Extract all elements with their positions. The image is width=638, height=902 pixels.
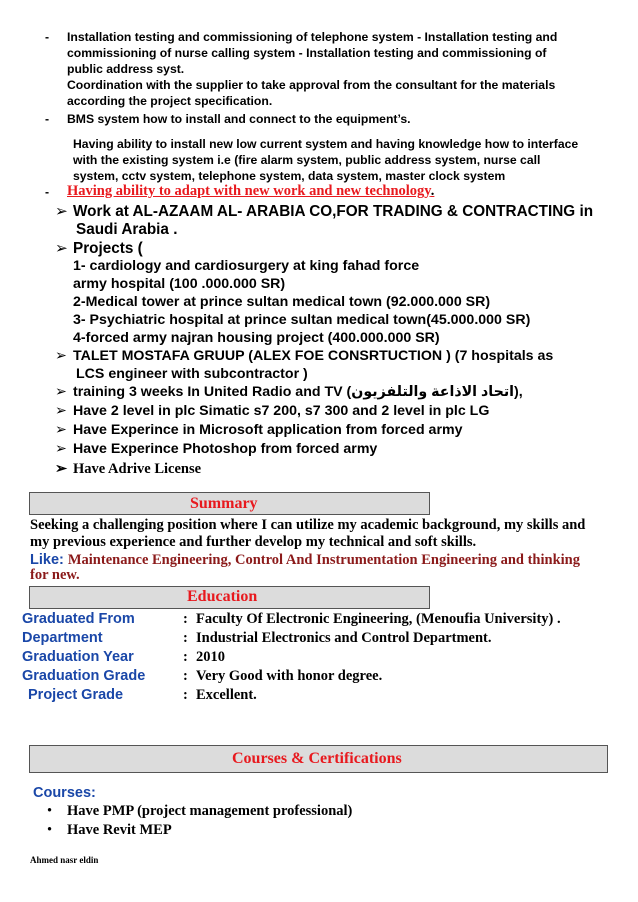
- bullet-plc: ➢ Have 2 level in plc Simatic s7 200, s7 300 and 2 level in plc LG: [55, 403, 490, 419]
- bullet-microsoft: ➢ Have Experince in Microsoft application from forced army: [55, 422, 463, 438]
- education-label: Graduated From: [22, 611, 135, 627]
- bullet-license: ➢ Have Adrive License: [55, 461, 202, 477]
- education-label: Graduation Year: [22, 649, 134, 665]
- bullet-training: ➢ training 3 weeks In United Radio and TV (اتحاد الاذاعة والتلفزيون),: [55, 384, 523, 400]
- summary-heading: Summary: [190, 495, 258, 512]
- like-label: Like:: [30, 552, 64, 568]
- footer-author: Ahmed nasr eldin: [30, 855, 99, 865]
- arrow-icon: ➢: [55, 461, 68, 477]
- courses-heading: Courses & Certifications: [232, 750, 402, 767]
- project-4: 4-forced army najran housing project (400.000.000 SR): [73, 330, 440, 346]
- education-value: Very Good with honor degree.: [196, 668, 383, 684]
- like-text: Maintenance Engineering, Control And Instrumentation Engineering and thinking: [67, 552, 580, 568]
- course-item: • Have Revit MEP: [47, 822, 172, 838]
- text-line: Having ability to install new low current system and having knowledge how to interface: [73, 137, 579, 151]
- education-colon: :: [183, 668, 188, 684]
- education-value: Faculty Of Electronic Engineering, (Menoufia University) .: [196, 611, 561, 627]
- text-line: Coordination with the supplier to take approval from the consultant for the materials: [67, 78, 556, 92]
- text-line: public address syst.: [67, 62, 185, 76]
- summary-heading-bar: [29, 492, 430, 515]
- project-1: 1- cardiology and cardiosurgery at king fahad force: [73, 258, 420, 274]
- arrow-icon: ➢: [55, 348, 67, 364]
- project-2: 2-Medical tower at prince sultan medical town (92.000.000 SR): [73, 294, 491, 310]
- text-line: Saudi Arabia .: [76, 221, 178, 238]
- education-colon: :: [183, 687, 188, 703]
- education-label: Graduation Grade: [22, 668, 146, 684]
- education-colon: :: [183, 611, 188, 627]
- dash-2: -: [45, 112, 50, 126]
- education-label: Project Grade: [28, 687, 124, 703]
- arrow-icon: ➢: [55, 384, 67, 400]
- education-value: Industrial Electronics and Control Department.: [196, 630, 492, 646]
- education-value: Excellent.: [196, 687, 257, 703]
- education-colon: :: [183, 630, 188, 646]
- bullet-dot-icon: •: [47, 822, 53, 838]
- course-item: • Have PMP (project management professional): [47, 803, 353, 819]
- text-line: Installation testing and commissioning of telephone system - Installation testing and: [67, 30, 558, 44]
- arrow-icon: ➢: [55, 203, 68, 220]
- education-heading: Education: [187, 588, 258, 605]
- dash-1: -: [45, 30, 50, 44]
- bullet-work: ➢ Work at AL-AZAAM AL- ARABIA CO,FOR TRADING & CONTRACTING in: [55, 203, 594, 220]
- project-1-cont: army hospital (100 .000.000 SR): [73, 276, 286, 292]
- bullet-projects: ➢ Projects (: [55, 240, 143, 257]
- summary-text: Seeking a challenging position where I can utilize my academic background, my skills and: [30, 517, 586, 533]
- summary-text: my previous experience and further develop my technical and soft skills.: [30, 534, 477, 550]
- arrow-icon: ➢: [55, 422, 67, 438]
- bullet-dot-icon: •: [47, 803, 53, 819]
- education-value: 2010: [196, 649, 225, 665]
- project-3: 3- Psychiatric hospital at prince sultan medical town(45.000.000 SR): [73, 312, 531, 328]
- dash-3: -: [45, 185, 50, 199]
- adapt-line: Having ability to adapt with new work and new technology.: [67, 183, 435, 199]
- courses-label: Courses:: [33, 785, 96, 801]
- education-label: Department: [22, 630, 103, 646]
- education-heading-bar: [29, 586, 430, 609]
- arrow-icon: ➢: [55, 403, 67, 419]
- bullet-photoshop: ➢ Have Experince Photoshop from forced army: [55, 441, 378, 457]
- text-line: LCS engineer with subcontractor ): [76, 366, 308, 382]
- text-line: with the existing system i.e (fire alarm system, public address system, nurse call: [73, 153, 541, 167]
- text-line: according the project specification.: [67, 94, 273, 108]
- text-line: commissioning of nurse calling system - Installation testing and commissioning of: [67, 46, 547, 60]
- like-line: [30, 551, 580, 569]
- education-colon: :: [183, 649, 188, 665]
- text-line: system, cctv system, telephone system, data system, master clock system: [73, 169, 506, 183]
- courses-heading-bar: [29, 745, 608, 773]
- arrow-icon: ➢: [55, 441, 67, 457]
- like-text-cont: for new.: [30, 567, 80, 583]
- bullet-talet: ➢ TALET MOSTAFA GRUUP (ALEX FOE CONSRTUCTION ) (7 hospitals as: [55, 348, 554, 364]
- text-line: BMS system how to install and connect to the equipment’s.: [67, 112, 411, 126]
- arrow-icon: ➢: [55, 240, 68, 257]
